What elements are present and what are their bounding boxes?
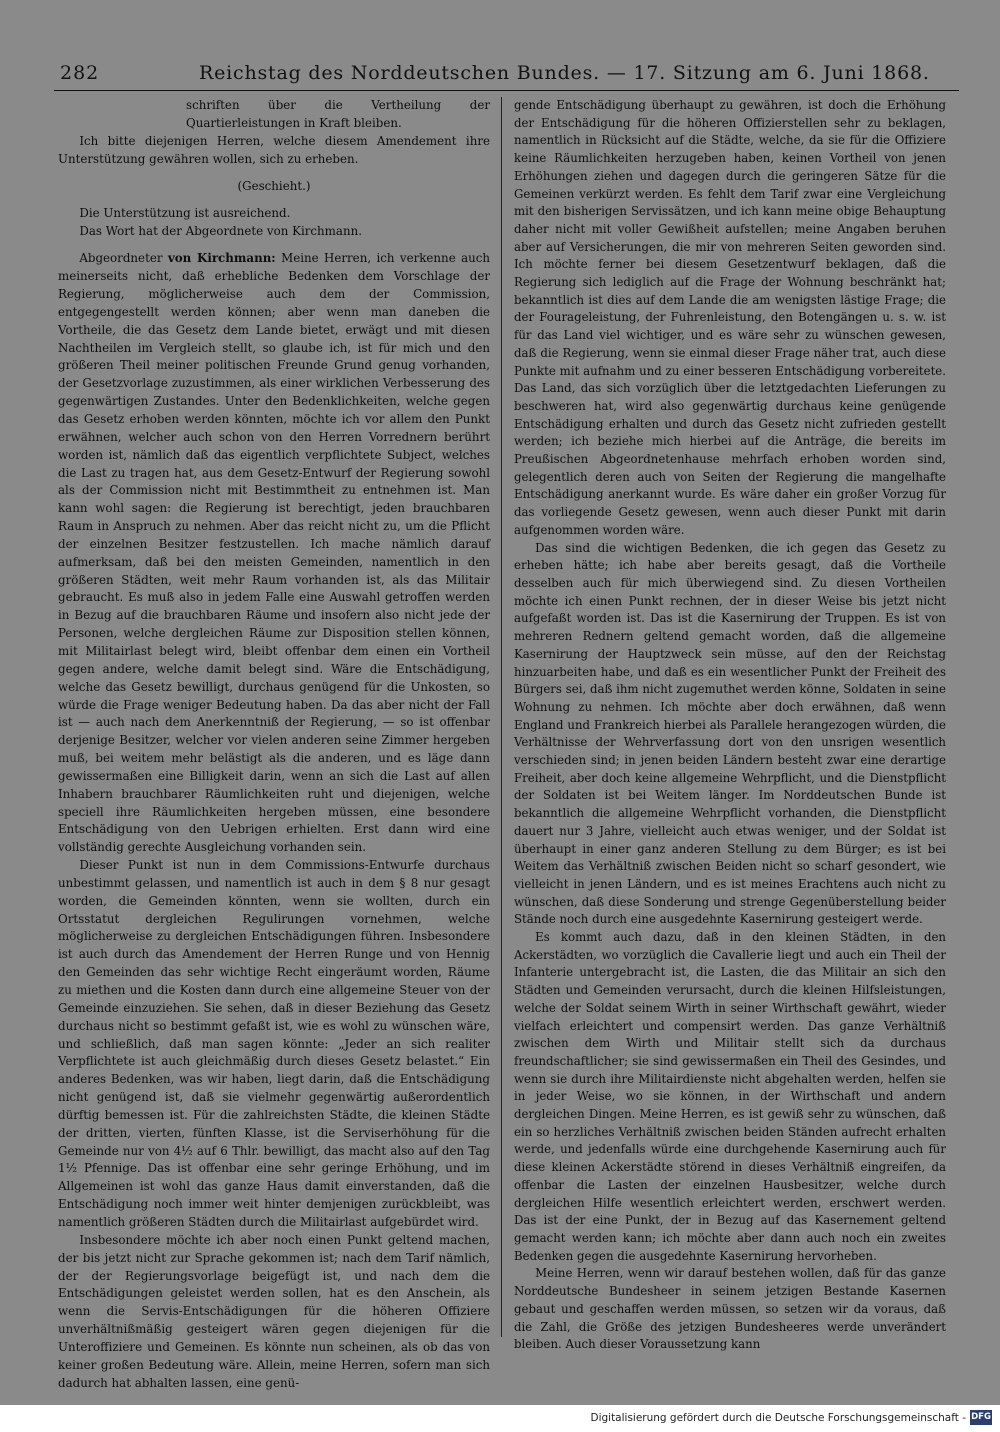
speaker-prefix: Abgeordneter [79,251,163,266]
funding-note: Digitalisierung gefördert durch die Deutsche Forschungsgemeinschaft - [590,1412,966,1424]
running-title: Reichstag des Norddeutschen Bundes. — 17. Sitzung am 6. Juni 1868. [199,62,930,84]
column-rule [501,97,502,1337]
footer-bar [0,1405,1000,1432]
speech-paragraph-4: gende Entschädigung überhaupt zu gewähren, ist doch die Erhöhung der Entschädigung für die höheren Offizierstellen sehr zu beklagen, namentlich in Rücksicht auf die Städte, welche, da sie für die Offiziere keine Räumlichkeiten herzugeben haben, keinen Vortheil von jenen Erhöhungen ziehen und dagegen durch die geringeren Sätze für die Gemeinen verkürzt werden. Es fehlt dem Tarif zwar eine Vergleichung mit den bisherigen Servissätzen, und ich kann meine obige Behauptung daher nicht mit voller Gewißheit aufstellen; meine Angaben beruhen aber auf Versicherungen, die mir von mehreren Seiten geworden sind. Ich möchte ferner bei diesem Gesetzentwurf beklagen, daß die Regierung sich lediglich auf die Frage der Wohnung beschränkt hat; bekanntlich ist dies auf dem Lande die am wenigsten lästige Frage; die der Fourageleistung, der Fuhrenleistung, den Botengängen u. s. w. ist für das Land viel wichtiger, und es wäre sehr zu wünschen gewesen, daß die Regierung, wenn sie einmal dieser Frage näher trat, auch diese Punkte mit aufnahm und zu einer besseren Entschädigung vorbereitete. Das Land, das sich vorzüglich über die letztgedachten Lieferungen zu beschweren hat, wird also gegenwärtig durchaus keine genügende Entschädigung erhalten und durch das Gesetz nicht zufrieden gestellt werden; ich beziehe mich hierbei auf die Anträge, die bereits im Preußischen Abgeordnetenhause mehrfach erhoben worden sind, gelegentlich deren auch von Seiten der Regierung die mangelhafte Entschädigung anerkannt wurde. Es wäre daher ein großer Vorzug für das vorliegende Gesetz gewesen, wenn auch dieser Punkt mit darin aufgenommen worden wäre. [514,98,946,537]
quote-end: schriften über die Vertheilung der Quartierleistungen in Kraft bleiben. [186,98,490,130]
support-statement: Die Unterstützung ist ausreichend. [79,206,291,221]
speech-paragraph-1 [58,250,490,857]
speech-paragraph-3: Insbesondere möchte ich aber noch einen Punkt geltend machen, der bis jetzt nicht zur Sprache gekommen ist; nach dem Tarif nämlich, der der Regierungsvorlage beigefügt ist, und nach dem die Entschädigungen geleistet werden sollen, hat es den Anschein, als wenn die Servis-Entschädigungen für die höheren Offiziere unverhältnißmäßig gesteigert wären gegen diejenigen für die Unteroffiziere und Gemeinen. Es könnte nun scheinen, als ob das von keiner großen Bedeutung wäre. Allein, meine Herren, sofern man sich dadurch hat abhalten lassen, eine genü- [58,1232,490,1390]
speech-paragraph-6: Es kommt auch dazu, daß in den kleinen Städten, in den Ackerstädten, wo vorzüglich die Cavallerie liegt und auch ein Theil der Infanterie untergebracht ist, die Lasten, die das Militair an sich den Städten und Gemeinden verursacht, durch die kleinen Hilfsleistungen, welche der Soldat seinem Wirth in seiner Wirthschaft gewährt, wieder vielfach erleichtert und compensirt werden. Das ganze Verhältniß zwischen dem Wirth und Militair stellt sich da durchaus freundschaftlicher; sie sind gewissermaßen ein Theil des Gesindes, und wenn sie durch ihre Militairdienste nicht abgehalten werden, helfen sie in jeder Weise, wo sie können, in der Wirthschaft und andern dergleichen Dingen. Meine Herren, es ist gewiß sehr zu wünschen, daß ein so herzliches Verhältniß zwischen beiden Ständen aufrecht erhalten werde, und jedenfalls würde eine durchgehende Kasernirung auch für diese kleinen Ackerstädte störend in dieses Verhältniß eingreifen, da offenbar die Lasten der einzelnen Hausbesitzer, welche durch dergleichen Hilfe wesentlich erleichtert werden, erschwert werden. Das ist der eine Punkt, der in Bezug auf das Kasernement geltend gemacht werden kann; ich möchte aber dann auch noch ein zweites Bedenken gegen die ausgedehnte Kasernirung hervorheben. [514,930,946,1263]
speech-paragraph-2: Dieser Punkt ist nun in dem Commissions-Entwurfe durchaus unbestimmt gelassen, und namentlich ist auch in dem § 8 nur gesagt worden, die Gemeinden könnten, wenn sie wollten, durch ein Ortsstatut dergleichen Regulirungen vornehmen, welche möglicherweise zu dergleichen Entschädigungen führen. Insbesondere ist auch durch das Amendement der Herren Runge und von Hennig den Gemeinden das sehr wichtige Recht eingeräumt worden, Räume zu miethen und die Kosten dann durch eine allgemeine Steuer von der Gemeinde einzuziehen. Sie sehen, daß in dieser Beziehung das Gesetz durchaus nicht so bestimmt gefaßt ist, wie es wohl zu wünschen wäre, und schließlich, daß man sagen könnte: „Jeder an sich realiter Verpflichtete ist auch gleichmäßig durch dieses Gesetz belastet.“ Ein anderes Bedenken, was wir haben, liegt darin, daß die Entschädigung nicht genügend ist, daß sie vielmehr gegenwärtig außerordentlich dürftig bemessen ist. Für die zahlreichsten Städte, die kleinen Städte der dritten, vierten, fünften Klasse, ist die Serviserhöhung für die Gemeinde nur von 4½ auf 6 Thlr. bewilligt, das macht also auf den Tag 1½ Pfennige. Das ist offenbar eine sehr geringe Erhöhung, und im Allgemeinen ist wohl das ganze Haus damit einverstanden, daß die Entschädigung noch immer weit hinter demjenigen zurückbleibt, was namentlich größeren Städten durch die Militairlast aufgebürdet wird. [58,858,490,1229]
floor-statement: Das Wort hat der Abgeordnete von Kirchmann. [79,224,362,239]
stage-direction: (Geschieht.) [237,178,311,193]
page-number: 282 [60,62,100,84]
speech-paragraph-7: Meine Herren, wenn wir darauf bestehen wollen, daß für das ganze Norddeutsche Bundesheer in seinem jetzigen Bestande Kasernen gebaut und geschaffen werden müssen, so setzen wir da voraus, daß die Zahl, die Größe des jetzigen Bundesheeres werde unverändert bleiben. Auch dieser Voraussetzung kann [514,1266,946,1352]
president-request: Ich bitte diejenigen Herren, welche diesem Amendement ihre Unterstützung gewähren wollen, sich zu erheben. [58,133,490,166]
speech-paragraph-5: Das sind die wichtigen Bedenken, die ich gegen das Gesetz zu erheben hätte; ich habe aber bereits gesagt, daß die Vortheile desselben auch für mich überwiegend sind. Zu diesen Vortheilen möchte ich einen Punkt rechnen, der in dieser Weise bis jetzt nicht aufgefaßt worden ist. Das ist die Kasernirung der Truppen. Es ist von mehreren Rednern geltend gemacht worden, daß die allgemeine Kasernirung der Hauptzweck sein müsse, auf den der Reichstag hinzuarbeiten habe, und daß es ein wesentlicher Punkt der Freiheit des Bürgers sei, daß ihm nicht zugemuthet werden könne, Soldaten in seine Wohnung zu nehmen. Ich möchte aber doch erwähnen, daß wenn England und Frankreich hierbei als Parallele herangezogen würden, die Verhältnisse der Wehrverfassung dort von den unsrigen wesentlich verschieden sind; in jenen beiden Ländern besteht zwar eine derartige Freiheit, aber doch keine allgemeine Wehrpflicht, und die Dienstpflicht der Soldaten ist bei Weitem länger. Im Norddeutschen Bunde ist bekanntlich die allgemeine Wehrpflicht vorhanden, die Dienstpflicht dauert nur 3 Jahre, vielleicht auch etwas weniger, und der Soldat ist überhaupt in einer ganz anderen Stellung zu dem Bürger; es ist bei Weitem das Verhältniß zwischen Beiden nicht so scharf gesondert, wie vielleicht in jenen Ländern, und es ist meines Erachtens auch nicht zu wünschen, daß diese Sonderung und strenge Gegenüberstellung beider Stände noch durch eine ausgedehnte Kasernirung gesteigert werde. [514,540,946,927]
dfg-logo: DFG [970,1410,992,1425]
speech-text: Meine Herren, ich verkenne auch meinerseits nicht, daß erhebliche Bedenken dem Vorschlage der Regierung, möglicherweise auch dem der Commission, entgegengestellt werden können; aber wenn man daneben die Vortheile, die das Gesetz dem Lande bietet, erwägt und mit diesen Nachtheilen im Vergleich stellt, so glaube ich, ist für mich und den größeren Theil meiner politischen Freunde Grund genug vorhanden, der Gesetzvorlage zuzustimmen, als einer wirklichen Verbesserung des gegenwärtigen Zustandes. Unter den Bedenklichkeiten, welche gegen das Gesetz erhoben werden könnten, möchte ich vor allem den Punkt erwähnen, welcher auch schon von den Herren Vorrednern berührt worden ist, nämlich daß das eigentlich verpflichtete Subject, welches die Last zu tragen hat, aus dem Gesetz-Entwurf der Regierung sowohl als der Commission nicht mit Bestimmtheit zu entnehmen ist. Man kann wohl sagen: die Regierung ist berechtigt, jeden brauchbaren Raum in Anspruch zu nehmen. Aber das reicht nicht zu, um die Pflicht der einzelnen Besitzer festzustellen. Ich mache nämlich darauf aufmerksam, daß bei den meisten Gemeinden, namentlich in den größeren Städten, weit mehr Raum vorhanden ist, als das Militair gebraucht. Es muß also in jedem Falle eine Auswahl getroffen werden in Bezug auf die brauchbaren Räume und insofern also nicht jede der Personen, welche dergleichen Räume zur Disposition stellen können, mit Militairlast belegt wird, bleibt offenbar dem einen ein Vortheil gegen andere, welche damit belegt sind. Wäre die Entschädigung, welche das Gesetz bewilligt, durchaus genügend für die Unkosten, so würde die Frage weniger Bedeutung haben. Da das aber nicht der Fall ist — auch nach dem Anerkenntniß der Regierung, — so ist offenbar derjenige Besitzer, welcher vor vielen anderen seine Zimmer hergeben muß, bei weitem mehr belästigt als die anderen, und es läge dann gewissermaßen eine Billigkeit darin, wenn an sich die Last auf allen Inhabern brauchbarer Räumlichkeiten ruht und diejenigen, welche speciell ihre Räumlichkeiten hergeben müssen, eine besondere Entschädigung von den Uebrigen erhielten. Erst dann wird eine vollständig gerechte Ausgleichung vorhanden sein. [58,251,491,855]
left-column [58,97,490,1392]
speaker-name: von Kirchmann: [167,251,276,266]
page-header [54,60,959,91]
right-column [514,97,946,1354]
